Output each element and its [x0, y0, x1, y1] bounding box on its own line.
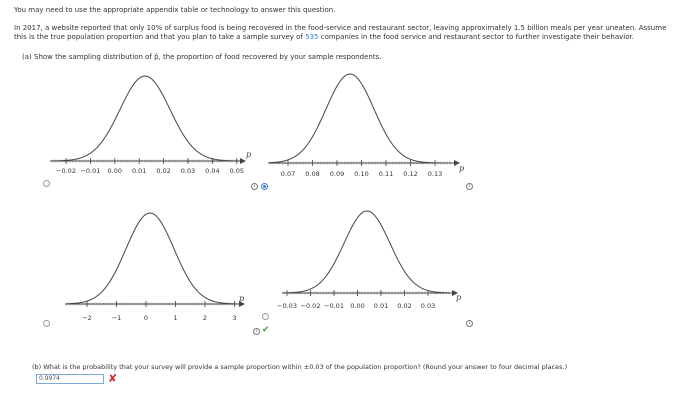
tick-label: −0.03	[277, 302, 297, 310]
axis-symbol: p	[459, 164, 465, 173]
tick-label: 0.04	[205, 167, 220, 175]
part-b-question	[32, 363, 567, 372]
tick-label: 0.08	[305, 170, 320, 178]
tick-label: 0.12	[403, 170, 418, 178]
graph-option-3	[55, 205, 255, 323]
tick-label: 0.13	[427, 170, 443, 178]
axis-symbol: p	[246, 150, 252, 159]
option-3-radio[interactable]	[43, 320, 50, 327]
tick-label: 0.03	[180, 167, 196, 175]
tick-label: 0.01	[373, 302, 389, 310]
axis-symbol: p	[456, 293, 462, 302]
tick-label: 0.10	[354, 170, 369, 178]
info-icon[interactable]: i	[466, 320, 473, 327]
option-4-radio[interactable]	[262, 313, 269, 320]
part-a-question-text: Show the sampling distribution of p̂, the proportion of food recovered by your sample respondents.	[34, 53, 382, 61]
part-b-question-text: What is the probability that your survey will provide a sample proportion within ±0.03 of the population proportion? (Round your answer to four decimal places.)	[43, 363, 568, 371]
problem-text-suffix: companies in the food service and restaurant sector to further investigate their behavior.	[320, 33, 634, 41]
tick-label: −0.02	[300, 302, 321, 310]
tick-label: 2	[202, 314, 208, 322]
tick-label: 0.07	[280, 170, 296, 178]
tick-label: −0.01	[324, 302, 344, 310]
tick-label: 1	[173, 314, 178, 322]
normal-curve	[270, 74, 452, 163]
tick-label: 0.02	[397, 302, 412, 310]
tick-label: −1	[111, 314, 122, 322]
x-mark-icon: ✘	[108, 372, 118, 385]
tick-label: 0.02	[156, 167, 171, 175]
normal-curve	[67, 213, 237, 304]
info-icon[interactable]: i	[466, 183, 473, 190]
info-icon[interactable]: i	[253, 328, 260, 335]
tick-label: 0	[143, 314, 149, 322]
option-1-radio[interactable]	[43, 180, 50, 187]
answer-input[interactable]: 0.9974	[36, 374, 104, 384]
graph-option-4	[272, 205, 472, 317]
instruction-text: You may need to use the appropriate appendix table or technology to answer this question.	[14, 6, 336, 14]
sample-size-value: 535	[305, 33, 319, 41]
part-b-label: (b)	[32, 363, 42, 371]
graph-option-1	[40, 68, 250, 180]
part-a-question	[22, 53, 381, 62]
tick-group	[270, 160, 450, 178]
tick-label: −2	[82, 314, 92, 322]
tick-label: −0.02	[56, 167, 76, 175]
tick-label: 0.11	[378, 170, 394, 178]
option-2-radio[interactable]	[261, 183, 268, 190]
tick-label: 0.09	[329, 170, 345, 178]
problem-text-line1: In 2017, a website reported that only 10% of surplus food is being recovered in the food-service and restaurant sector, leaving approximately 1.5 billion meals per year uneaten. Assume	[14, 24, 667, 32]
normal-curve	[284, 211, 450, 293]
graph-option-2	[258, 68, 473, 180]
tick-label: 0.05	[229, 167, 245, 175]
part-a-label: (a)	[22, 53, 32, 61]
axis-symbol: p	[239, 294, 245, 303]
tick-label: 3	[232, 314, 237, 322]
tick-label: 0.00	[107, 167, 123, 175]
tick-label: −0.01	[80, 167, 101, 175]
problem-text-prefix: this is the true population proportion and that you plan to take a sample survey of	[14, 33, 303, 41]
problem-text-line2	[14, 33, 634, 42]
tick-label: 0.00	[350, 302, 365, 310]
normal-curve	[52, 76, 238, 161]
info-icon[interactable]: i	[251, 183, 258, 190]
checkmark-icon: ✔	[262, 325, 270, 335]
tick-label: 0.03	[420, 302, 436, 310]
tick-label: 0.01	[131, 167, 147, 175]
